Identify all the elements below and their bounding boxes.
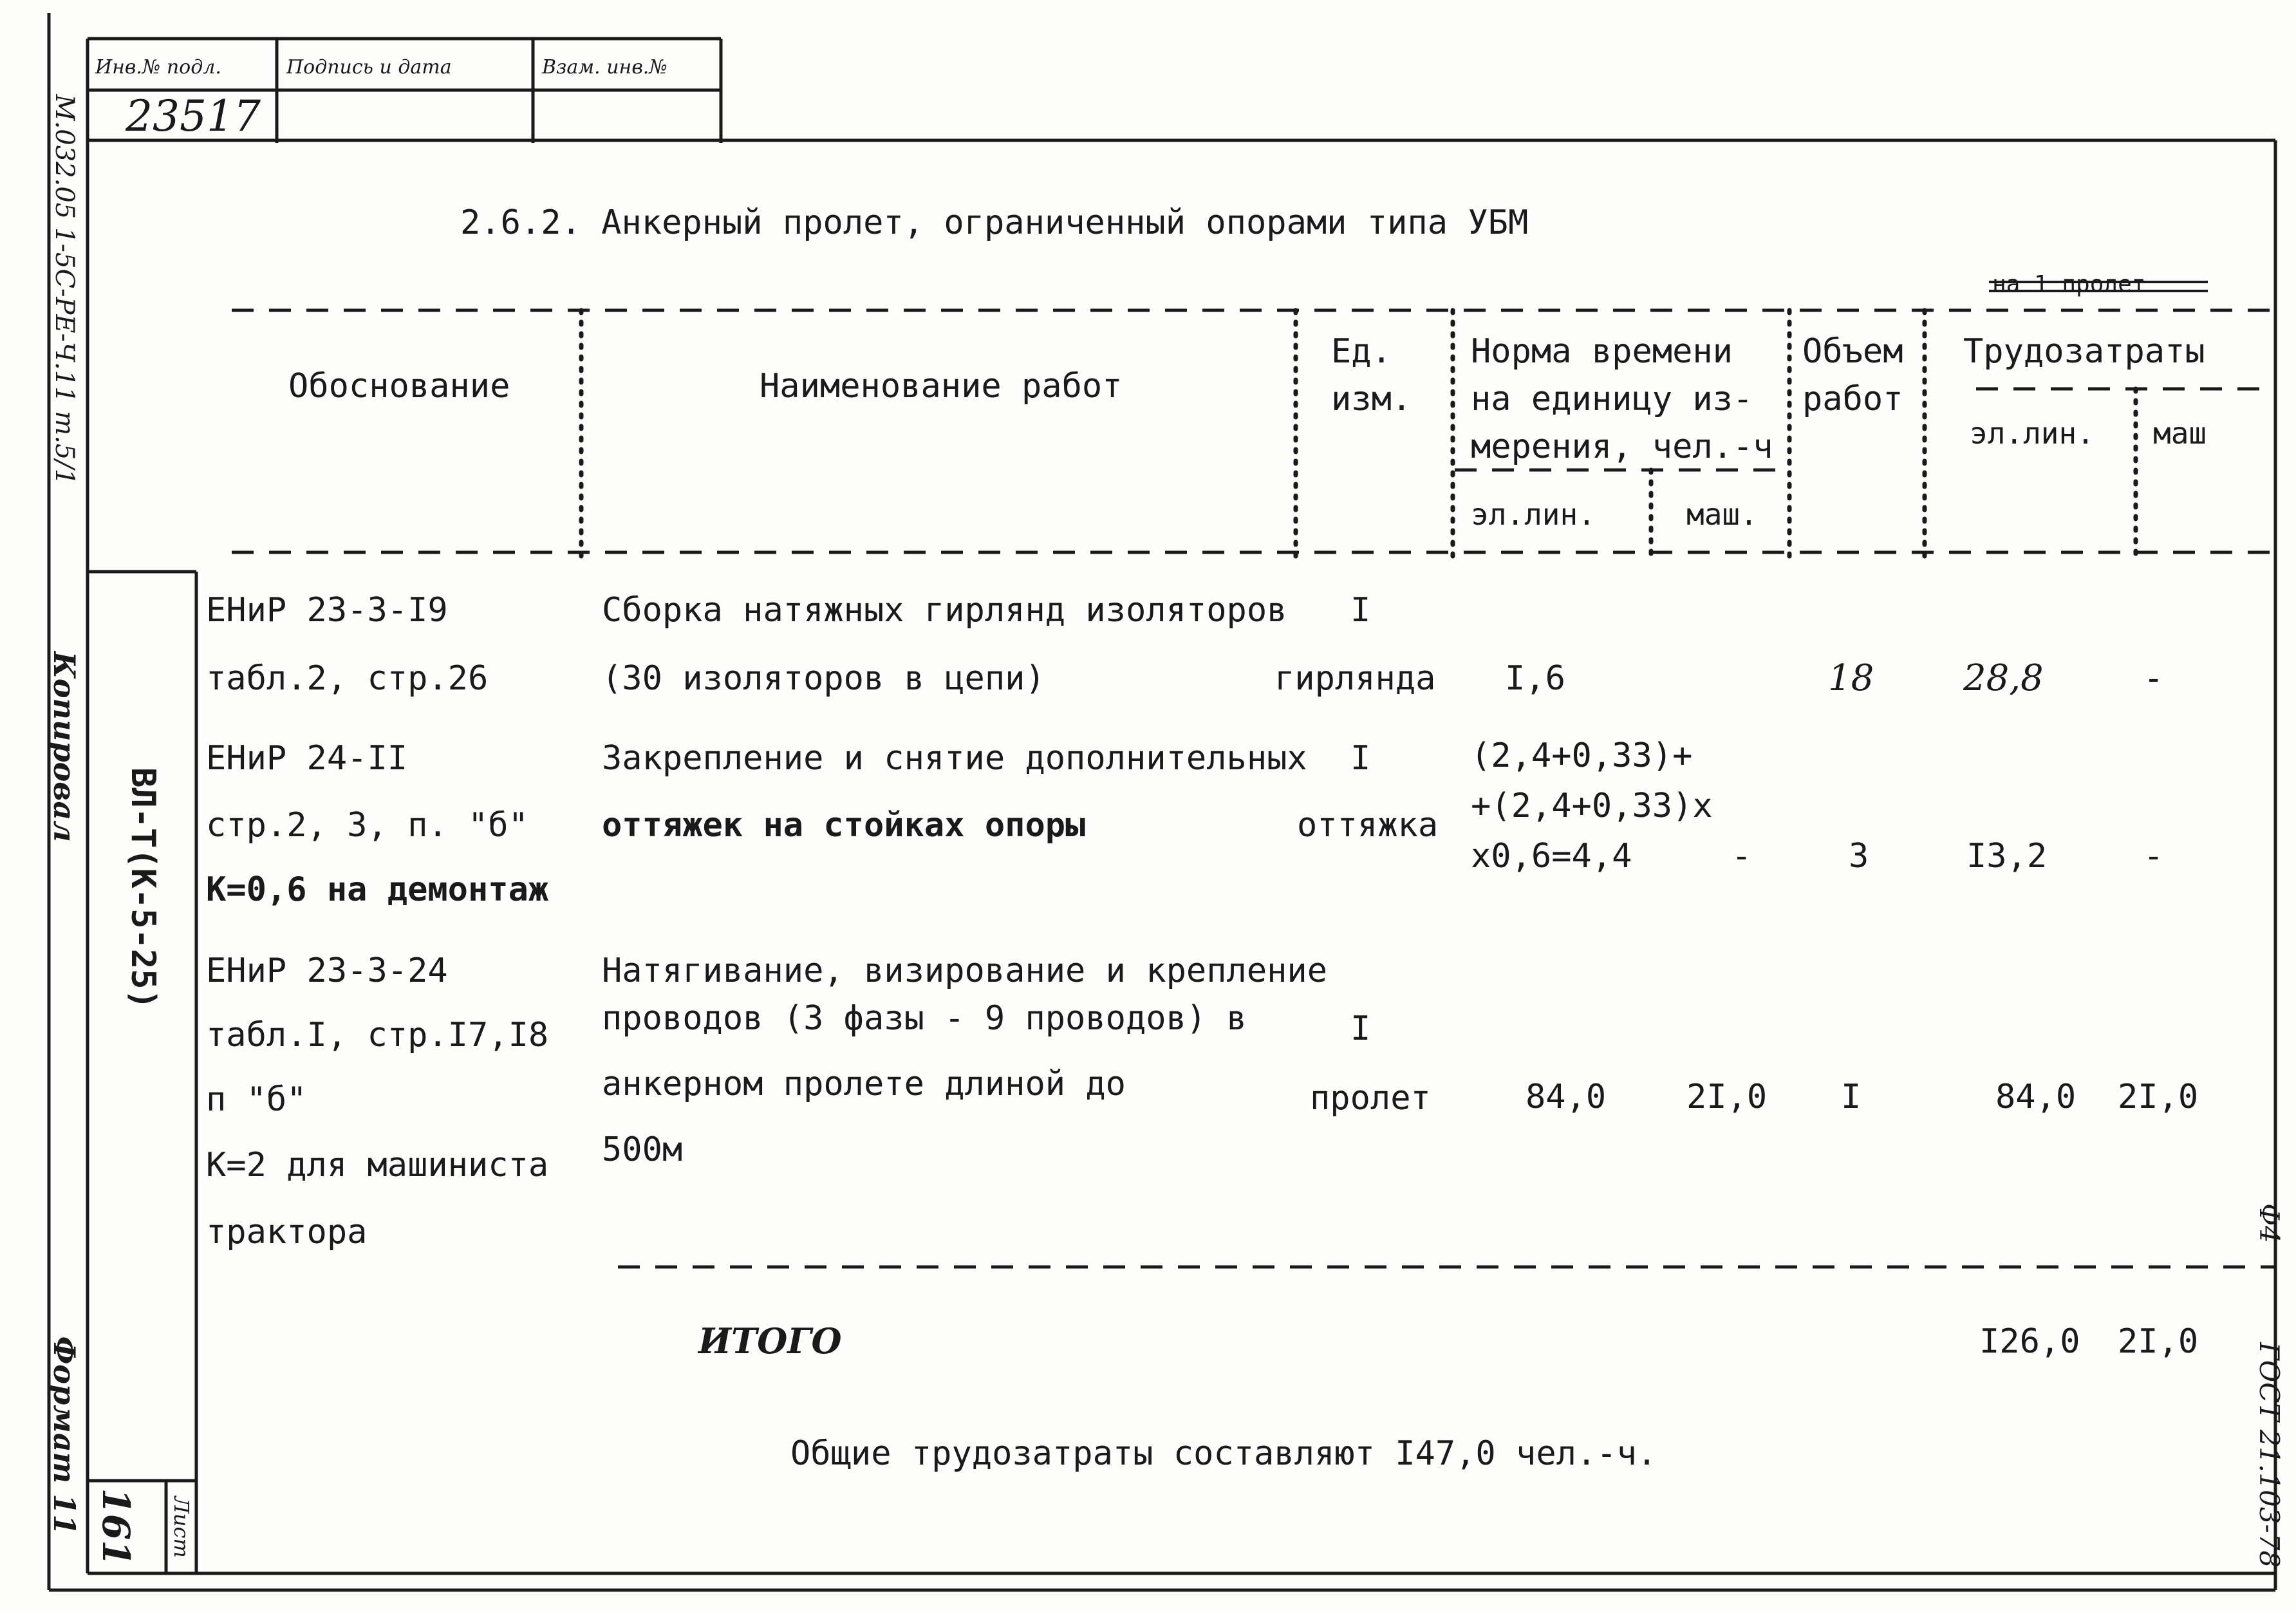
row1-basis-1: ЕНиР 23-3-I9 bbox=[206, 591, 448, 630]
margin-code: М.032.05 1-5С-РЕ-Ч.11 т.5/1 bbox=[50, 94, 79, 485]
row3-basis-1: ЕНиР 23-3-24 bbox=[206, 951, 448, 990]
row3-work-1: Натягивание, визирование и крепление bbox=[602, 951, 1328, 990]
row2-basis-2: стр.2, 3, п. "б" bbox=[206, 806, 528, 845]
format-label: Формат 11 bbox=[47, 1336, 82, 1535]
header-unit-1: Ед. bbox=[1331, 332, 1392, 371]
row2-basis-1: ЕНиР 24-II bbox=[206, 739, 408, 778]
row1-norm-el: I,6 bbox=[1505, 659, 1565, 698]
row1-volume: 18 bbox=[1828, 657, 1874, 699]
row2-labor-el: I3,2 bbox=[1966, 837, 2048, 876]
row2-norm-el-1: (2,4+0,33)+ bbox=[1471, 736, 1693, 775]
crossed-note: на 1 пролет bbox=[1992, 271, 2146, 297]
row2-basis-3: К=0,6 на демонтаж bbox=[206, 870, 549, 909]
summary-text: Общие трудозатраты составляют I47,0 чел.-ч. bbox=[790, 1434, 1657, 1473]
row2-norm-el-3: х0,6=4,4 bbox=[1471, 837, 1632, 876]
row2-unit-1: I bbox=[1350, 739, 1371, 778]
row2-labor-mash: - bbox=[2143, 837, 2164, 876]
header-volume-1: Объем bbox=[1802, 332, 1903, 371]
row1-basis-2: табл.2, стр.26 bbox=[206, 659, 489, 698]
header-labor-mash: маш bbox=[2153, 416, 2207, 451]
row3-labor-el: 84,0 bbox=[1995, 1078, 2077, 1116]
row3-basis-3: п "б" bbox=[206, 1080, 307, 1119]
inv-label: Инв.№ подл. bbox=[95, 56, 221, 79]
header-basis: Обоснование bbox=[288, 367, 510, 406]
row3-volume: I bbox=[1841, 1078, 1862, 1116]
header-norm-1: Норма времени bbox=[1471, 332, 1733, 371]
row3-basis-5: трактора bbox=[206, 1213, 368, 1251]
sheet-label: Лист bbox=[169, 1496, 194, 1558]
row3-work-4: 500м bbox=[602, 1130, 683, 1169]
row1-labor-el: 28,8 bbox=[1963, 657, 2044, 699]
row3-labor-mash: 2I,0 bbox=[2118, 1078, 2199, 1116]
header-unit-2: изм. bbox=[1331, 380, 1412, 418]
row3-basis-2: табл.I, стр.I7,I8 bbox=[206, 1016, 549, 1054]
header-norm-2: на единицу из- bbox=[1471, 380, 1753, 418]
header-volume-2: работ bbox=[1802, 380, 1903, 418]
gost-label: ГОСТ 21.103-78 bbox=[2254, 1342, 2285, 1568]
row1-work-2: (30 изоляторов в цепи) bbox=[602, 659, 1045, 698]
row1-work-1: Сборка натяжных гирлянд изоляторов bbox=[602, 591, 1287, 630]
row2-unit-2: оттяжка bbox=[1297, 806, 1439, 845]
inv-number: 23517 bbox=[126, 91, 261, 141]
format-f4: Ф4 bbox=[2254, 1203, 2285, 1243]
header-norm-mash: маш. bbox=[1686, 497, 1758, 532]
row3-unit-1: I bbox=[1350, 1009, 1371, 1048]
signature-label: Подпись и дата bbox=[286, 56, 452, 79]
row3-unit-2: пролет bbox=[1310, 1079, 1431, 1118]
row2-norm-mash: - bbox=[1731, 837, 1752, 876]
row3-work-3: анкерном пролете длиной до bbox=[602, 1065, 1126, 1103]
row2-work-2: оттяжек на стойках опоры bbox=[602, 806, 1086, 845]
row2-norm-el-2: +(2,4+0,33)х bbox=[1471, 787, 1713, 825]
copied-label: Копировал bbox=[47, 651, 82, 842]
doc-code: ВЛ-Т(К-5-25) bbox=[124, 767, 162, 1009]
row3-norm-mash: 2I,0 bbox=[1686, 1078, 1768, 1116]
replace-label: Взам. инв.№ bbox=[542, 56, 667, 79]
total-labor-el: I26,0 bbox=[1979, 1322, 2080, 1361]
sheet-number: 161 bbox=[94, 1488, 138, 1566]
row1-labor-mash: - bbox=[2143, 659, 2164, 698]
row2-volume: 3 bbox=[1849, 837, 1869, 876]
total-label: ИТОГО bbox=[698, 1320, 842, 1362]
total-labor-mash: 2I,0 bbox=[2118, 1322, 2199, 1361]
row3-work-2: проводов (3 фазы - 9 проводов) в bbox=[602, 999, 1247, 1038]
row1-unit-2: гирлянда bbox=[1274, 659, 1436, 698]
header-norm-el: эл.лин. bbox=[1471, 497, 1596, 532]
section-title: 2.6.2. Анкерный пролет, ограниченный опорами типа УБМ bbox=[460, 203, 1529, 242]
row2-work-1: Закрепление и снятие дополнительных bbox=[602, 739, 1307, 778]
row3-basis-4: К=2 для машиниста bbox=[206, 1146, 549, 1185]
header-labor: Трудозатраты bbox=[1963, 332, 2205, 371]
row3-norm-el: 84,0 bbox=[1526, 1078, 1607, 1116]
header-norm-3: мерения, чел.-ч bbox=[1471, 427, 1773, 466]
header-work-name: Наименование работ bbox=[760, 367, 1123, 406]
header-labor-el: эл.лин. bbox=[1970, 416, 2095, 451]
row1-unit-1: I bbox=[1350, 591, 1371, 630]
